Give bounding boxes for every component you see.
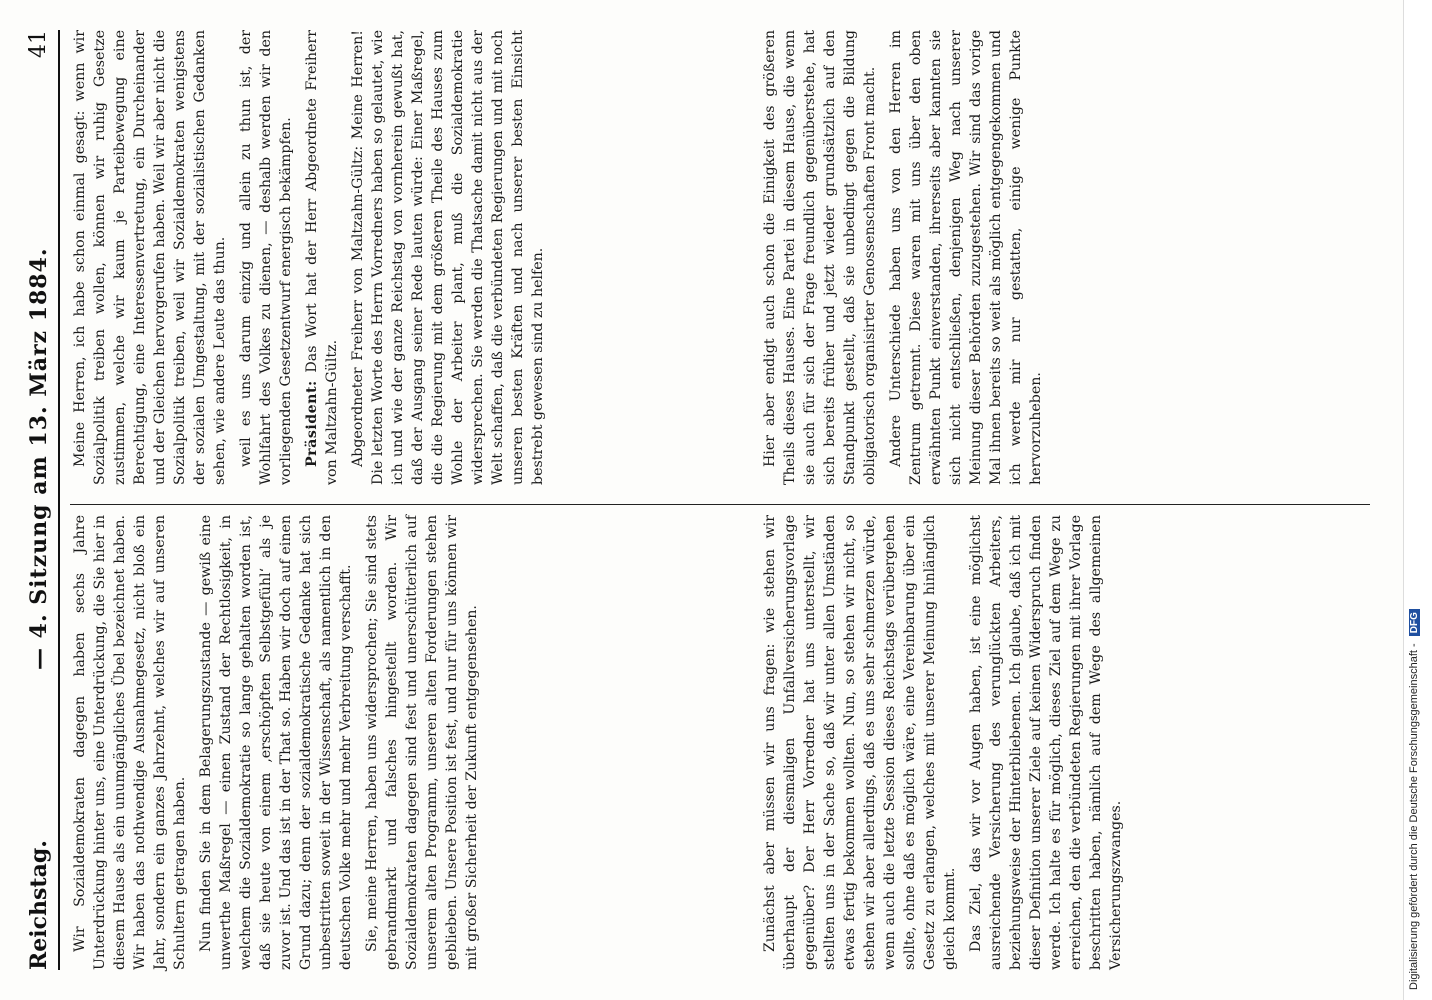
column-divider (760, 504, 1370, 505)
digitization-credit (1408, 609, 1420, 990)
paragraph: weil es uns darum einzig und allein zu thun ist, der Wohlfahrt des Volkes zu dienen, — deshalb werden wir den vorliegenden Gesetzentwurf energisch bekämpfen. (238, 30, 294, 485)
paragraph: Das Ziel, das wir vor Augen haben, ist eine möglichst ausreichende Versicherung des verunglückten Arbeiters, beziehungsweise der Hinterbliebenen. Ich glaube, daß ich mit dieser Definition unserer Ziele auf keinen Widerspruch finden werde. Ich halte es für möglich, dieses Ziel auf dem Wege zu erreichen, den die verbündeten Regierungen mit ihrer Vorlage beschritten haben, nämlich auf dem Wege des allgemeinen Versicherungszwanges. (968, 515, 1124, 970)
page-header (18, 30, 60, 970)
column-left-bottom (760, 515, 1370, 970)
paragraph: Sie, meine Herren, haben uns widersprochen; Sie sind stets gebrandmarkt und falsches hingestellt worden. Wir Sozialdemokraten dagegen sind fest und unerschütterlich auf unserem alten Programm, unseren alten Forderungen stehen geblieben. Unsere Position ist fest, und nur für uns können wir mit großer Sicherheit der Zukunft entgegensehen. (364, 515, 480, 970)
paragraph: Meine Herren, ich habe schon einmal gesagt: wenn wir Sozialpolitik treiben wollen, können wir ruhig Gesetze zustimmen, welche wir kaum je Parteibewegung eine Berechtigung, eine Interessenvertretung, ein Durcheinander und der Gleichen hervorgerufen haben. Weil wir aber nicht die Sozialpolitik treiben, weil wir Sozialdemokraten wenigstens der sozialen Umgestaltung, mit der sozialistischen Gedanken sehen, wie andere Leute das thun. (72, 30, 228, 485)
credit-text: Digitalisierung gefördert durch die Deutsche Forschungsgemeinschaft - (1408, 643, 1420, 990)
digitization-credit-bar (1403, 0, 1432, 1000)
paragraph: Nun finden Sie in dem Belagerungszustande — gewiß eine unwerthe Maßregel — einen Zustand der Rechtlosigkeit, in welchem die Sozialdemokratie so lange gehalten worden ist, daß sie heute von einem ‚erschöpften Selbstgefühl‘ als je zuvor ist. Und das ist in der That so. Haben wir doch auf einen Grund dazu; denn der sozialdemokratische Gedanke hat sich unbestritten soweit in der Wissenschaft, als namentlich in den deutschen Volke mehr und mehr Verbreitung verschafft. (198, 515, 354, 970)
paragraph: Andere Unterschiede haben uns von den Herren im Zentrum getrennt. Diese waren mit uns über den oben erwähnten Punkt einverstanden, ihrerseits aber kannten sie sich nicht entschließen, denjenigen Weg nach unserer Meinung dieser Behörden zuzugestehen. Wir sind das vorige Mal ihnen bereits so weit als möglich entgegengekommen und ich werde mir nur gestatten, einige wenige Punkte hervorzuheben. (888, 30, 1044, 485)
paragraph: Wir Sozialdemokraten dagegen haben sechs Jahre Unterdrückung hinter uns, eine Unterdrückung, die Sie hier in diesem Hause als ein unumgängliches Übel bezeichnet haben. Wir haben das nothwendige Ausnahmegesetz, nicht bloß ein Jahr, sondern ein ganzes Jahrzehnt, welches wir auf unseren Schultern getragen haben. (72, 515, 188, 970)
paragraph: Hier aber endigt auch schon die Einigkeit des größeren Theils dieses Hauses. Eine Partei in diesem Hause, die wenn sie auch für sich der Frage freundlich gegenüberstehe, hat sich bereits früher und jetzt wieder grundsätzlich auf den Standpunkt gestellt, daß sie unbedingt gegen die Bildung obligatorisch organisirter Genossenschaften Front macht. (762, 30, 878, 485)
column-divider (70, 504, 760, 505)
dfg-logo: DFG (1409, 609, 1420, 636)
header-left: Reichstag. (26, 840, 52, 970)
speaker-text: Das Wort hat der Herr Abgeordnete Freiherr von Maltzahn-Gültz. (304, 30, 340, 485)
paragraph: Zunächst aber müssen wir uns fragen: wie stehen wir überhaupt der diesmaligen Unfallversicherungsvorlage gegenüber? Der Herr Vorredner hat uns unterstellt, wir stellten uns in der Sache so, daß wir unter allen Umständen etwas fertig bekommen wollten. Nun, so stehen wir nicht, so stehen wir aber allerdings, daß es uns sehr schmerzen würde, wenn auch die letzte Session dieses Reichstags verübergehen sollte, ohne daß es möglich wäre, eine Vereinbarung über ein Gesetz zu erlangen, welches mit unserer Meinung hinlänglich gleich kommt. (762, 515, 958, 970)
speaker-name: Präsident: (304, 380, 320, 467)
page-number: 41 (26, 30, 51, 58)
column-right-top (70, 30, 710, 485)
column-right-bottom (760, 30, 1370, 485)
header-session: — 4. Sitzung am 13. März 1884. (26, 247, 52, 670)
column-left-top (70, 515, 710, 970)
paragraph: Abgeordneter Freiherr von Maltzahn-Gültz: Meine Herren! Die letzten Worte des Herrn Vorredners haben so gelautet, wie ich und wie der ganze Reichstag von vornherein gewußt hat, daß der Ausgang seiner Rede lauten würde: Einer Maßregel, die die Regierung mit dem größeren Theile des Hauses zum Wohle der Arbeiter plant, muß die Sozialdemokratie widersprechen. Sie werden die Thatsache damit nicht aus der Welt schaffen, daß die verbündeten Regierungen und mit noch unseren besten Kräften und nach unserer besten Einsicht bestrebt gewesen sind zu helfen. (350, 30, 546, 485)
speaker-paragraph (302, 30, 342, 485)
